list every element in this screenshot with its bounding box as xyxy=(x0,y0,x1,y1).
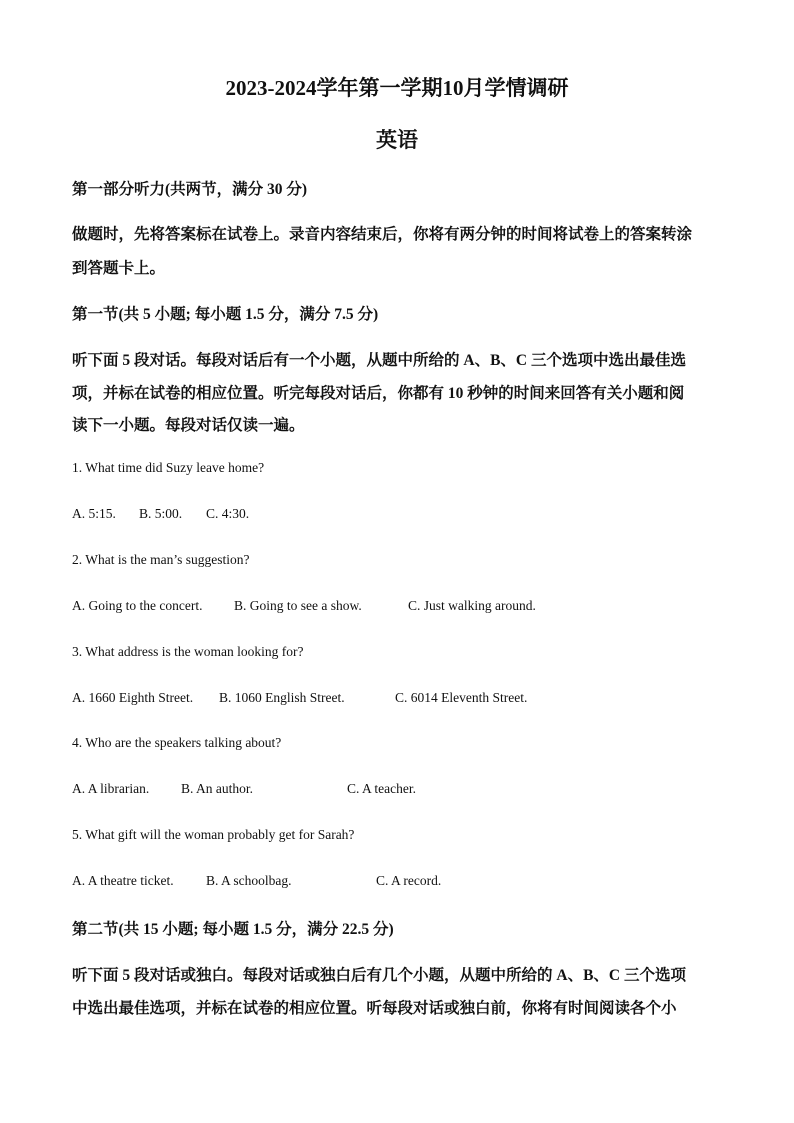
option-b: B. Going to see a show. xyxy=(234,598,362,613)
question-2: 2. What is the man’s suggestion? xyxy=(72,552,250,567)
option-c: C. A teacher. xyxy=(347,781,416,796)
option-b: B. A schoolbag. xyxy=(206,873,292,888)
part1-instruction-line: 做题时，先将答案标在试卷上。录音内容结束后，你将有两分钟的时间将试卷上的答案转涂 xyxy=(72,226,693,243)
option-c: C. 4:30. xyxy=(206,506,250,521)
option-c: C. 6014 Eleventh Street. xyxy=(395,690,528,705)
option-a: A. A theatre ticket. xyxy=(72,873,174,888)
option-b: B. 1060 English Street. xyxy=(219,690,345,705)
section1-instruction-line: 听下面 5 段对话。每段对话后有一个小题，从题中所给的 A、B、C 三个选项中选出最佳选 xyxy=(72,352,686,369)
question-4-options xyxy=(0,781,794,799)
option-b: B. 5:00. xyxy=(139,506,183,521)
option-c: C. Just walking around. xyxy=(408,598,536,613)
section1-heading: 第一节(共 5 小题; 每小题 1.5 分，满分 7.5 分) xyxy=(72,306,379,323)
section2-instruction-line: 听下面 5 段对话或独白。每段对话或独白后有几个小题，从题中所给的 A、B、C 三个选项 xyxy=(72,967,686,984)
question-1-options xyxy=(0,506,794,524)
section1-instruction-line: 项，并标在试卷的相应位置。听完每段对话后，你都有 10 秒钟的时间来回答有关小题和阅 xyxy=(72,385,685,402)
question-2-options xyxy=(0,598,794,616)
question-1: 1. What time did Suzy leave home? xyxy=(72,460,265,475)
part1-instruction-line: 到答题卡上。 xyxy=(72,260,166,277)
option-a: A. 1660 Eighth Street. xyxy=(72,690,194,705)
section2-instruction-line: 中选出最佳选项，并标在试卷的相应位置。听每段对话或独白前，你将有时间阅读各个小 xyxy=(72,1000,677,1017)
part1-heading: 第一部分听力(共两节，满分 30 分) xyxy=(72,181,308,198)
option-a: A. 5:15. xyxy=(72,506,116,521)
question-4: 4. Who are the speakers talking about? xyxy=(72,735,282,750)
section2-heading: 第二节(共 15 小题; 每小题 1.5 分，满分 22.5 分) xyxy=(72,921,394,938)
exam-title: 2023-2024学年第一学期10月学情调研 xyxy=(225,76,569,100)
question-5: 5. What gift will the woman probably get for Sarah? xyxy=(72,827,355,842)
question-3: 3. What address is the woman looking for? xyxy=(72,644,304,659)
section1-instruction-line: 读下一小题。每段对话仅读一遍。 xyxy=(72,417,305,434)
exam-subject: 英语 xyxy=(376,128,418,152)
option-b: B. An author. xyxy=(181,781,254,796)
question-3-options xyxy=(0,690,794,708)
option-a: A. A librarian. xyxy=(72,781,150,796)
option-a: A. Going to the concert. xyxy=(72,598,203,613)
option-c: C. A record. xyxy=(376,873,442,888)
question-5-options xyxy=(0,873,794,891)
